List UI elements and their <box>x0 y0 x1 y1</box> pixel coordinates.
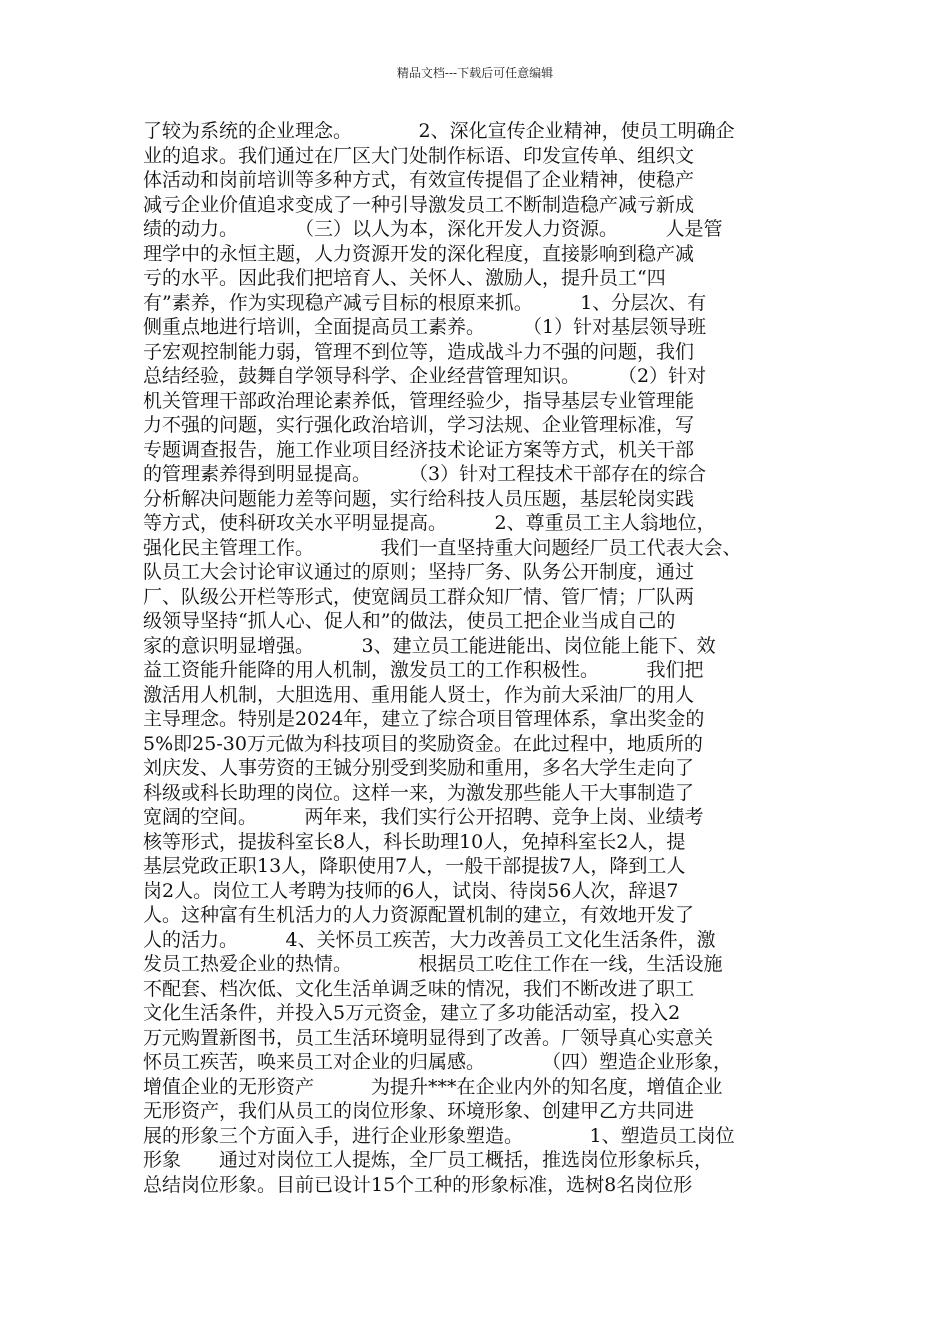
text-line: 人。这种富有生机活力的人力资源配置机制的建立，有效地开发了 <box>143 904 695 926</box>
text-line: 主导理念。特别是2024年，建立了综合项目管理体系，拿出奖金的 <box>143 708 705 730</box>
text-line: 无形资产，我们从员工的岗位形象、环境形象、创建甲乙方共同进 <box>143 1100 695 1122</box>
text-line: 有”素养，作为实现稳产减亏目标的根原来抓。 1、分层次、有 <box>143 291 707 314</box>
text-line: 绩的动力。 （三）以人为本，深化开发人力资源。 人是管 <box>143 218 723 240</box>
text-line: 发员工热爱企业的热情。 根据员工吃住工作在一线，生活设施 <box>143 953 723 975</box>
text-line: 核等形式，提拔科室长8人，科长助理10人，免掉科室长2人，提 <box>143 830 686 853</box>
text-line: 刘庆发、人事劳资的王铖分别受到奖励和重用，多名大学生走向了 <box>143 757 695 779</box>
text-line: 激活用人机制，大胆选用、重用能人贤士，作为前大采油厂的用人 <box>143 683 695 706</box>
text-line: 人的活力。 4、关怀员工疾苦，大力改善员工文化生活条件，激 <box>143 928 716 951</box>
text-line: 了较为系统的企业理念。 2、深化宣传企业精神，使员工明确企 <box>143 120 735 142</box>
text-line: 总结经验，鼓舞自学领导科学、企业经营管理知识。 （2）针对 <box>143 365 707 387</box>
text-line: 的管理素养得到明显提高。 （3）针对工程技术干部存在的综合 <box>143 463 707 485</box>
text-line: 形象 通过对岗位工人提炼，全厂员工概括，推选岗位形象标兵， <box>143 1149 714 1171</box>
text-line: 力不强的问题，实行强化政治培训，学习法规、企业管理标准，写 <box>143 414 695 436</box>
text-line: 侧重点地进行培训，全面提高员工素养。 （1）针对基层领导班 <box>143 316 707 338</box>
text-line: 理学中的永恒主题，人力资源开发的深化程度，直接影响到稳产减 <box>143 242 695 265</box>
text-line: 基层党政正职13人，降职使用7人，一般干部提拔7人，降到工人 <box>143 855 686 877</box>
text-line: 亏的水平。因此我们把培育人、关怀人、激励人，提升员工“四 <box>143 267 666 289</box>
text-line: 业的追求。我们通过在厂区大门处制作标语、印发宣传单、组织文 <box>143 144 695 167</box>
text-line: 机关管理干部政治理论素养低，管理经验少，指导基层专业管理能 <box>143 389 695 412</box>
text-line: 怀员工疾苦，唤来员工对企业的归属感。 （四）塑造企业形象， <box>143 1051 733 1073</box>
text-line: 益工资能升能降的用人机制，激发员工的工作积极性。 我们把 <box>143 659 704 681</box>
text-line: 不配套、档次低、文化生活单调乏味的情况，我们不断改进了职工 <box>143 977 695 1000</box>
text-line: 级领导坚持“抓人心、促人和”的做法，使员工把企业当成自己的 <box>143 610 676 632</box>
document-body <box>143 119 813 1197</box>
text-line: 队员工大会讨论审议通过的原则；坚持厂务、队务公开制度，通过 <box>143 561 695 583</box>
text-line: 强化民主管理工作。 我们一直坚持重大问题经厂员工代表大会、 <box>143 536 742 559</box>
text-line: 万元购置新图书，员工生活环境明显得到了改善。厂领导真心实意关 <box>143 1026 714 1049</box>
text-line: 等方式，使科研攻关水平明显提高。 2、尊重员工主人翁地位， <box>143 512 716 534</box>
text-line: 宽阔的空间。 两年来，我们实行公开招聘、竞争上岗、业绩考 <box>143 806 704 828</box>
text-line: 文化生活条件，并投入5万元资金，建立了多功能活动室，投入2 <box>143 1002 681 1024</box>
text-line: 展的形象三个方面入手，进行企业形象塑造。 1、塑造员工岗位 <box>143 1124 735 1147</box>
text-line: 5%即25-30万元做为科技项目的奖励资金。在此过程中，地质所的 <box>143 732 703 755</box>
text-line: 增值企业的无形资产 为提升***在企业内外的知名度，增值企业 <box>143 1075 723 1098</box>
page-header: 精品文档---下载后可任意编辑 <box>396 66 554 80</box>
text-line: 岗2人。岗位工人考聘为技师的6人，试岗、待岗56人次，辞退7 <box>143 879 679 902</box>
text-line: 总结岗位形象。目前已设计15个工种的形象标准，选树8名岗位形 <box>143 1173 693 1196</box>
text-line: 体活动和岗前培训等多种方式，有效宣传提倡了企业精神，使稳产 <box>143 169 695 191</box>
text-line: 家的意识明显增强。 3、建立员工能进能出、岗位能上能下、效 <box>143 634 716 657</box>
text-line: 减亏企业价值追求变成了一种引导激发员工不断制造稳产减亏新成 <box>143 193 695 216</box>
text-line: 子宏观控制能力弱，管理不到位等，造成战斗力不强的问题，我们 <box>143 340 695 363</box>
text-line: 分析解决问题能力差等问题，实行给科技人员压题，基层轮岗实践 <box>143 487 695 510</box>
text-line: 厂、队级公开栏等形式，使宽阔员工群众知厂情、管厂情；厂队两 <box>143 585 695 608</box>
text-line: 专题调查报告，施工作业项目经济技术论证方案等方式，机关干部 <box>143 438 695 461</box>
text-line: 科级或科长助理的岗位。这样一来，为激发那些能人干大事制造了 <box>143 781 695 804</box>
